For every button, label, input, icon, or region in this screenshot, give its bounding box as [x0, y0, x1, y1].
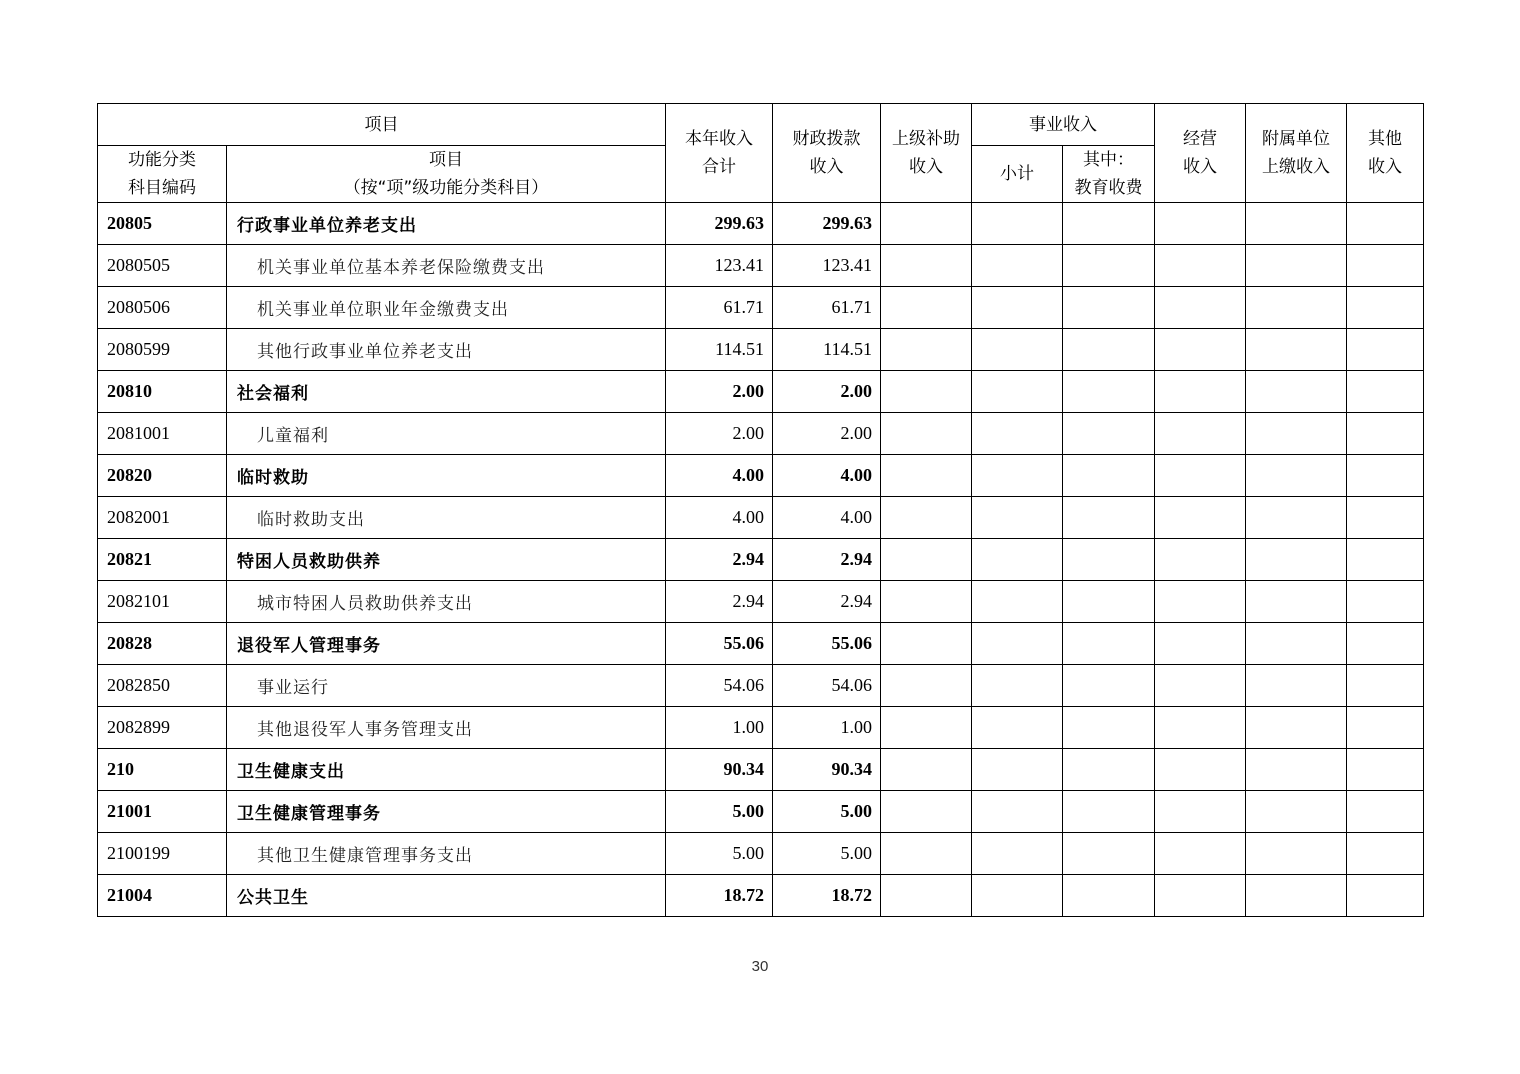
row-other-income	[1347, 497, 1424, 539]
row-name: 临时救助支出	[227, 497, 666, 539]
row-name: 卫生健康支出	[227, 749, 666, 791]
row-code: 20820	[98, 455, 227, 497]
header-other-income: 其他 收入	[1347, 104, 1424, 203]
row-fiscal-allocation: 2.94	[773, 581, 881, 623]
row-affiliated-income	[1246, 203, 1347, 245]
row-business-subtotal	[972, 875, 1063, 917]
row-affiliated-income	[1246, 539, 1347, 581]
row-fiscal-allocation: 54.06	[773, 665, 881, 707]
row-code: 2080505	[98, 245, 227, 287]
budget-table-container	[97, 103, 1423, 917]
table-row	[98, 329, 1424, 371]
row-code: 2082899	[98, 707, 227, 749]
row-annual-total: 61.71	[666, 287, 773, 329]
row-fiscal-allocation: 2.00	[773, 371, 881, 413]
row-affiliated-income	[1246, 371, 1347, 413]
row-code: 2100199	[98, 833, 227, 875]
row-fiscal-allocation: 114.51	[773, 329, 881, 371]
row-annual-total: 90.34	[666, 749, 773, 791]
row-business-subtotal	[972, 245, 1063, 287]
row-operating-income	[1155, 875, 1246, 917]
row-education-fee	[1063, 497, 1155, 539]
row-other-income	[1347, 203, 1424, 245]
row-fiscal-allocation: 55.06	[773, 623, 881, 665]
header-annual-total: 本年收入 合计	[666, 104, 773, 203]
row-other-income	[1347, 371, 1424, 413]
row-annual-total: 54.06	[666, 665, 773, 707]
table-row	[98, 707, 1424, 749]
row-annual-total: 55.06	[666, 623, 773, 665]
header-affiliated-income: 附属单位 上缴收入	[1246, 104, 1347, 203]
row-affiliated-income	[1246, 581, 1347, 623]
row-affiliated-income	[1246, 329, 1347, 371]
row-annual-total: 1.00	[666, 707, 773, 749]
row-education-fee	[1063, 203, 1155, 245]
table-row	[98, 665, 1424, 707]
row-annual-total: 5.00	[666, 791, 773, 833]
row-other-income	[1347, 539, 1424, 581]
header-business-income: 事业收入	[972, 104, 1155, 146]
row-business-subtotal	[972, 413, 1063, 455]
row-affiliated-income	[1246, 623, 1347, 665]
row-superior-subsidy	[881, 539, 972, 581]
row-name: 机关事业单位基本养老保险缴费支出	[227, 245, 666, 287]
row-business-subtotal	[972, 749, 1063, 791]
row-operating-income	[1155, 623, 1246, 665]
row-superior-subsidy	[881, 413, 972, 455]
income-budget-table	[97, 103, 1424, 917]
row-affiliated-income	[1246, 833, 1347, 875]
header-operating-income: 经营 收入	[1155, 104, 1246, 203]
row-other-income	[1347, 413, 1424, 455]
row-fiscal-allocation: 2.94	[773, 539, 881, 581]
row-other-income	[1347, 791, 1424, 833]
row-education-fee	[1063, 623, 1155, 665]
row-business-subtotal	[972, 791, 1063, 833]
row-code: 21004	[98, 875, 227, 917]
table-row	[98, 875, 1424, 917]
row-affiliated-income	[1246, 665, 1347, 707]
row-business-subtotal	[972, 581, 1063, 623]
row-fiscal-allocation: 4.00	[773, 497, 881, 539]
row-business-subtotal	[972, 497, 1063, 539]
row-education-fee	[1063, 833, 1155, 875]
row-education-fee	[1063, 371, 1155, 413]
row-name: 社会福利	[227, 371, 666, 413]
row-superior-subsidy	[881, 245, 972, 287]
row-fiscal-allocation: 2.00	[773, 413, 881, 455]
row-annual-total: 2.94	[666, 581, 773, 623]
row-name: 公共卫生	[227, 875, 666, 917]
header-item-name: 项目 （按“项”级功能分类科目）	[227, 146, 666, 203]
row-annual-total: 5.00	[666, 833, 773, 875]
row-fiscal-allocation: 1.00	[773, 707, 881, 749]
table-row	[98, 203, 1424, 245]
row-business-subtotal	[972, 371, 1063, 413]
table-body	[98, 203, 1424, 917]
row-annual-total: 4.00	[666, 497, 773, 539]
row-superior-subsidy	[881, 833, 972, 875]
header-fiscal-allocation: 财政拨款 收入	[773, 104, 881, 203]
row-business-subtotal	[972, 287, 1063, 329]
row-annual-total: 4.00	[666, 455, 773, 497]
table-row	[98, 791, 1424, 833]
row-business-subtotal	[972, 833, 1063, 875]
row-code: 2080506	[98, 287, 227, 329]
row-business-subtotal	[972, 329, 1063, 371]
row-other-income	[1347, 707, 1424, 749]
row-code: 20828	[98, 623, 227, 665]
row-education-fee	[1063, 539, 1155, 581]
row-fiscal-allocation: 5.00	[773, 791, 881, 833]
row-superior-subsidy	[881, 455, 972, 497]
row-name: 临时救助	[227, 455, 666, 497]
header-function-code: 功能分类 科目编码	[98, 146, 227, 203]
row-superior-subsidy	[881, 581, 972, 623]
row-code: 2082101	[98, 581, 227, 623]
row-other-income	[1347, 623, 1424, 665]
row-name: 机关事业单位职业年金缴费支出	[227, 287, 666, 329]
row-name: 事业运行	[227, 665, 666, 707]
table-row	[98, 581, 1424, 623]
row-annual-total: 18.72	[666, 875, 773, 917]
row-fiscal-allocation: 123.41	[773, 245, 881, 287]
header-subtotal: 小计	[972, 146, 1063, 203]
row-name: 特困人员救助供养	[227, 539, 666, 581]
row-education-fee	[1063, 455, 1155, 497]
table-row	[98, 749, 1424, 791]
row-education-fee	[1063, 581, 1155, 623]
row-operating-income	[1155, 749, 1246, 791]
row-operating-income	[1155, 245, 1246, 287]
header-item: 项目	[98, 104, 666, 146]
row-other-income	[1347, 245, 1424, 287]
row-annual-total: 114.51	[666, 329, 773, 371]
row-annual-total: 2.94	[666, 539, 773, 581]
row-operating-income	[1155, 371, 1246, 413]
row-business-subtotal	[972, 665, 1063, 707]
row-annual-total: 2.00	[666, 371, 773, 413]
table-row	[98, 539, 1424, 581]
row-operating-income	[1155, 413, 1246, 455]
row-annual-total: 299.63	[666, 203, 773, 245]
row-other-income	[1347, 455, 1424, 497]
row-education-fee	[1063, 791, 1155, 833]
row-name: 其他退役军人事务管理支出	[227, 707, 666, 749]
row-superior-subsidy	[881, 749, 972, 791]
row-affiliated-income	[1246, 749, 1347, 791]
row-affiliated-income	[1246, 413, 1347, 455]
row-business-subtotal	[972, 203, 1063, 245]
table-row	[98, 371, 1424, 413]
table-row	[98, 455, 1424, 497]
row-fiscal-allocation: 5.00	[773, 833, 881, 875]
row-other-income	[1347, 581, 1424, 623]
row-name: 其他卫生健康管理事务支出	[227, 833, 666, 875]
row-other-income	[1347, 665, 1424, 707]
row-fiscal-allocation: 61.71	[773, 287, 881, 329]
row-fiscal-allocation: 4.00	[773, 455, 881, 497]
row-name: 其他行政事业单位养老支出	[227, 329, 666, 371]
row-code: 2082850	[98, 665, 227, 707]
row-education-fee	[1063, 329, 1155, 371]
row-code: 2081001	[98, 413, 227, 455]
row-code: 210	[98, 749, 227, 791]
row-code: 21001	[98, 791, 227, 833]
table-row	[98, 287, 1424, 329]
row-business-subtotal	[972, 623, 1063, 665]
row-affiliated-income	[1246, 455, 1347, 497]
row-operating-income	[1155, 581, 1246, 623]
row-superior-subsidy	[881, 497, 972, 539]
row-operating-income	[1155, 203, 1246, 245]
row-superior-subsidy	[881, 371, 972, 413]
row-education-fee	[1063, 665, 1155, 707]
row-affiliated-income	[1246, 245, 1347, 287]
row-superior-subsidy	[881, 707, 972, 749]
row-affiliated-income	[1246, 875, 1347, 917]
row-operating-income	[1155, 707, 1246, 749]
row-operating-income	[1155, 329, 1246, 371]
row-annual-total: 2.00	[666, 413, 773, 455]
row-business-subtotal	[972, 539, 1063, 581]
row-education-fee	[1063, 413, 1155, 455]
row-business-subtotal	[972, 455, 1063, 497]
row-fiscal-allocation: 299.63	[773, 203, 881, 245]
row-name: 退役军人管理事务	[227, 623, 666, 665]
table-row	[98, 245, 1424, 287]
row-other-income	[1347, 749, 1424, 791]
table-row	[98, 623, 1424, 665]
row-other-income	[1347, 329, 1424, 371]
row-affiliated-income	[1246, 791, 1347, 833]
row-name: 行政事业单位养老支出	[227, 203, 666, 245]
row-fiscal-allocation: 90.34	[773, 749, 881, 791]
row-education-fee	[1063, 287, 1155, 329]
row-superior-subsidy	[881, 623, 972, 665]
row-business-subtotal	[972, 707, 1063, 749]
row-operating-income	[1155, 287, 1246, 329]
header-superior-subsidy: 上级补助 收入	[881, 104, 972, 203]
table-row	[98, 497, 1424, 539]
row-affiliated-income	[1246, 497, 1347, 539]
row-superior-subsidy	[881, 329, 972, 371]
row-fiscal-allocation: 18.72	[773, 875, 881, 917]
row-other-income	[1347, 875, 1424, 917]
row-code: 2082001	[98, 497, 227, 539]
row-code: 20805	[98, 203, 227, 245]
row-other-income	[1347, 833, 1424, 875]
row-operating-income	[1155, 665, 1246, 707]
row-superior-subsidy	[881, 791, 972, 833]
row-operating-income	[1155, 791, 1246, 833]
row-code: 20821	[98, 539, 227, 581]
table-row	[98, 833, 1424, 875]
row-affiliated-income	[1246, 287, 1347, 329]
row-superior-subsidy	[881, 665, 972, 707]
row-superior-subsidy	[881, 203, 972, 245]
row-name: 儿童福利	[227, 413, 666, 455]
row-name: 城市特困人员救助供养支出	[227, 581, 666, 623]
table-row	[98, 413, 1424, 455]
row-operating-income	[1155, 455, 1246, 497]
row-code: 2080599	[98, 329, 227, 371]
row-education-fee	[1063, 245, 1155, 287]
row-education-fee	[1063, 749, 1155, 791]
row-operating-income	[1155, 539, 1246, 581]
row-education-fee	[1063, 875, 1155, 917]
row-affiliated-income	[1246, 707, 1347, 749]
header-education-fee: 其中： 教育收费	[1063, 146, 1155, 203]
page-number: 30	[751, 958, 769, 975]
row-annual-total: 123.41	[666, 245, 773, 287]
table-header	[98, 104, 1424, 203]
row-superior-subsidy	[881, 287, 972, 329]
row-code: 20810	[98, 371, 227, 413]
row-superior-subsidy	[881, 875, 972, 917]
row-name: 卫生健康管理事务	[227, 791, 666, 833]
row-operating-income	[1155, 833, 1246, 875]
row-operating-income	[1155, 497, 1246, 539]
row-education-fee	[1063, 707, 1155, 749]
row-other-income	[1347, 287, 1424, 329]
